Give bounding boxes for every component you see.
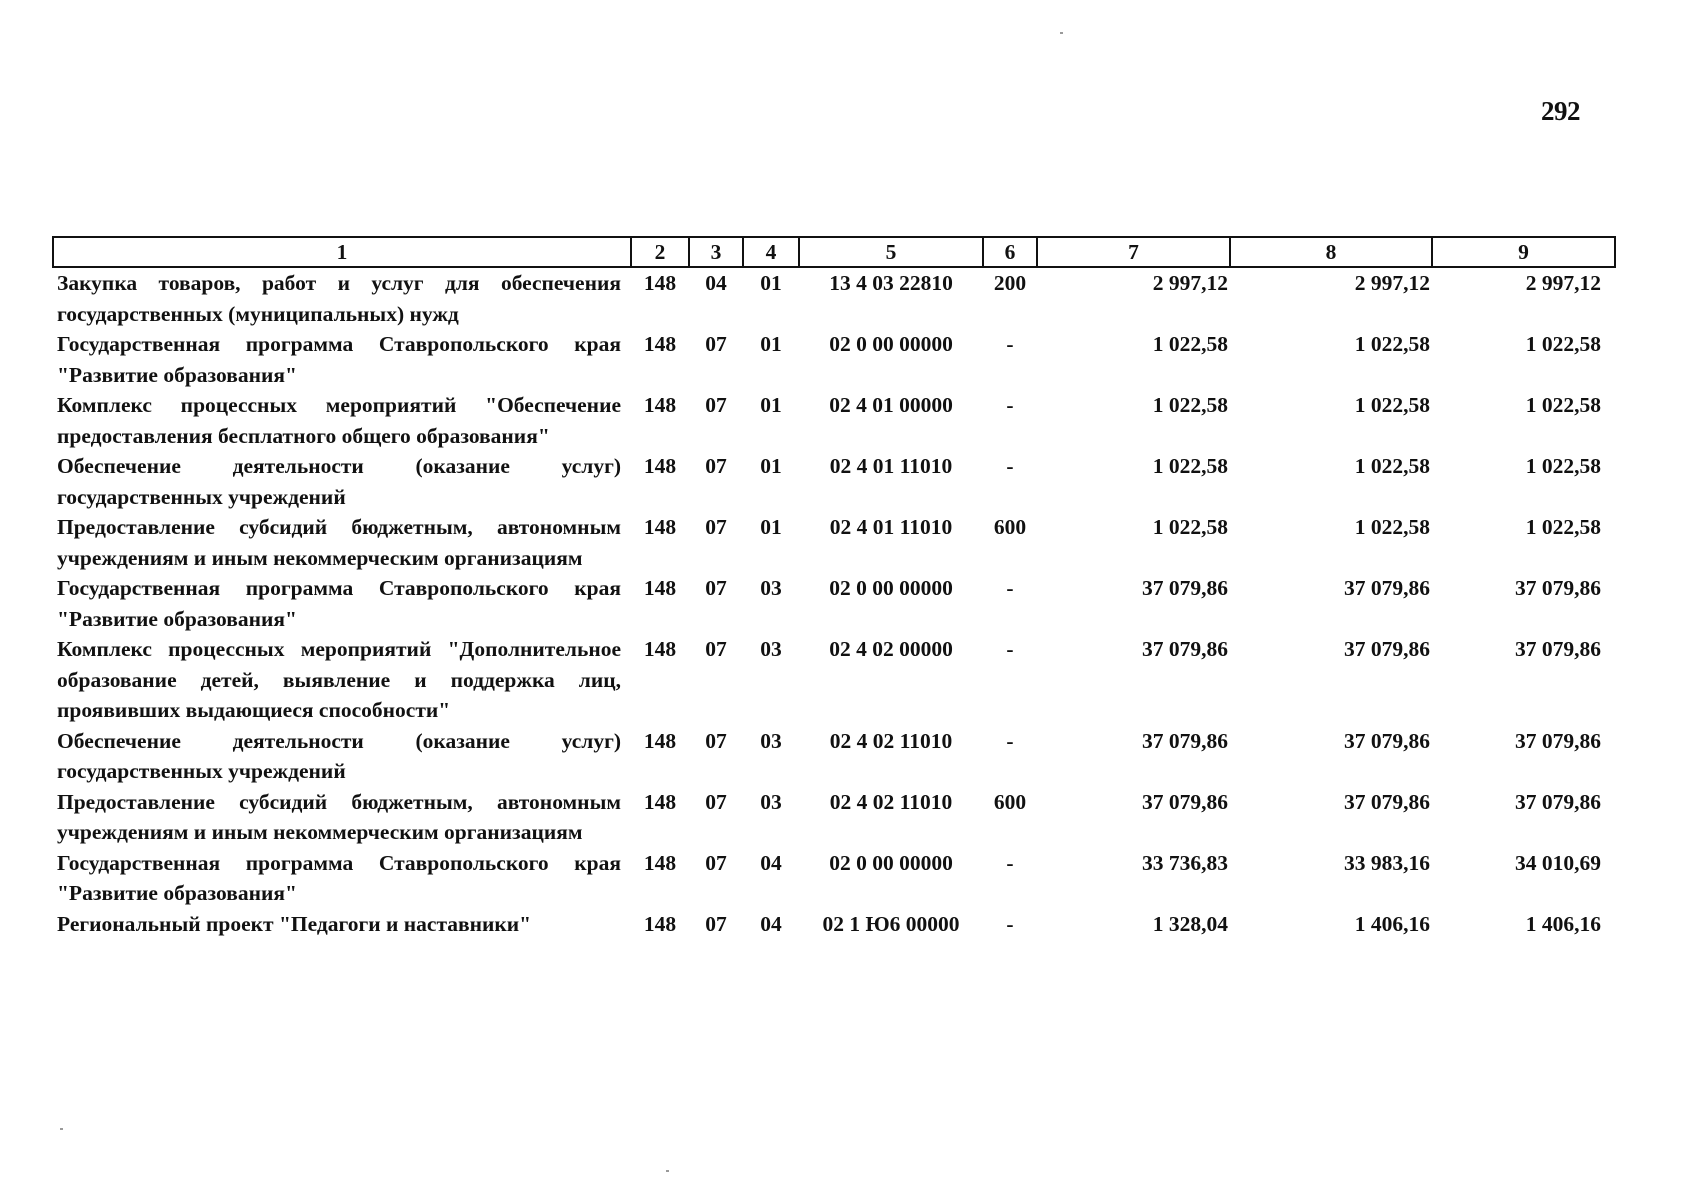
page-number: 292 [1541, 96, 1580, 126]
row-col-5: 02 0 00 00000 [829, 576, 953, 600]
row-col-3: 07 [705, 911, 727, 936]
row-name: Комплекс процессных мероприятий "Обеспечение предоставления бесплатного общего образования" [57, 393, 621, 448]
row-col-2: 148 [643, 911, 677, 936]
row-col-6: - [1006, 911, 1014, 936]
row-col-7: 1 022,58 [1152, 454, 1228, 478]
row-col-6: 600 [993, 789, 1027, 814]
table-row [53, 451, 1615, 512]
row-col-2: 148 [643, 393, 677, 417]
header-col-6: 6 [983, 237, 1037, 267]
row-col-6: - [1006, 454, 1014, 478]
row-col-3: 07 [705, 454, 727, 478]
table-row [53, 390, 1615, 451]
row-col-8: 37 079,86 [1344, 637, 1430, 661]
row-col-7: 37 079,86 [1142, 728, 1228, 753]
row-col-9: 1 406,16 [1525, 911, 1601, 936]
row-col-8: 37 079,86 [1344, 728, 1430, 753]
row-col-5: 02 4 02 11010 [829, 789, 953, 814]
row-col-2: 148 [643, 850, 677, 875]
row-col-4: 01 [760, 515, 782, 539]
table-row [53, 512, 1615, 573]
row-col-3: 07 [705, 393, 727, 417]
row-col-5: 02 4 01 00000 [829, 393, 953, 417]
row-name: Государственная программа Ставропольского края "Развитие образования" [57, 850, 621, 905]
table-row [53, 848, 1615, 909]
row-col-9: 37 079,86 [1515, 789, 1601, 814]
row-col-9: 1 022,58 [1525, 515, 1601, 539]
row-name: Государственная программа Ставропольского края "Развитие образования" [57, 576, 621, 631]
header-col-8: 8 [1230, 237, 1432, 267]
row-col-6: - [1006, 393, 1014, 417]
row-name: Региональный проект "Педагоги и наставники" [57, 911, 532, 936]
row-name: Предоставление субсидий бюджетным, автономным учреждениям и иным некоммерческим организациям [57, 789, 621, 844]
row-col-7: 1 022,58 [1152, 515, 1228, 539]
row-col-5: 13 4 03 22810 [829, 271, 953, 295]
row-col-6: - [1006, 728, 1014, 753]
table-row [53, 634, 1615, 726]
row-name: Государственная программа Ставропольского края "Развитие образования" [57, 332, 621, 387]
row-col-2: 148 [643, 332, 677, 356]
row-col-4: 03 [760, 789, 782, 814]
row-col-5: 02 4 02 11010 [829, 728, 953, 753]
row-col-8: 1 022,58 [1354, 332, 1430, 356]
row-col-8: 1 022,58 [1354, 454, 1430, 478]
row-col-4: 03 [760, 728, 782, 753]
row-col-6: 600 [993, 515, 1027, 539]
row-col-8: 1 022,58 [1354, 515, 1430, 539]
row-col-9: 1 022,58 [1525, 332, 1601, 356]
header-col-1: 1 [53, 237, 631, 267]
table-row [53, 267, 1615, 329]
row-col-5: 02 1 Ю6 00000 [822, 911, 960, 936]
row-col-6: - [1006, 332, 1014, 356]
row-name: Обеспечение деятельности (оказание услуг) государственных учреждений [57, 728, 621, 783]
row-col-4: 03 [760, 576, 782, 600]
row-col-8: 33 983,16 [1344, 850, 1430, 875]
header-col-2: 2 [631, 237, 689, 267]
row-name: Предоставление субсидий бюджетным, автономным учреждениям и иным некоммерческим организациям [57, 515, 621, 570]
row-col-9: 1 022,58 [1525, 393, 1601, 417]
row-col-9: 37 079,86 [1515, 637, 1601, 661]
row-col-2: 148 [643, 454, 677, 478]
row-col-5: 02 0 00 00000 [829, 332, 953, 356]
row-name: Комплекс процессных мероприятий "Дополнительное образование детей, выявление и поддержка лиц, проявивших выдающиеся способности" [57, 637, 621, 722]
row-col-5: 02 0 00 00000 [829, 850, 953, 875]
table-row [53, 726, 1615, 787]
row-col-3: 07 [705, 332, 727, 356]
header-col-3: 3 [689, 237, 743, 267]
row-col-3: 07 [705, 576, 727, 600]
row-col-5: 02 4 01 11010 [829, 515, 953, 539]
row-name: Обеспечение деятельности (оказание услуг) государственных учреждений [57, 454, 621, 509]
row-col-4: 01 [760, 332, 782, 356]
row-col-4: 04 [760, 911, 782, 936]
row-col-5: 02 4 01 11010 [829, 454, 953, 478]
row-col-8: 37 079,86 [1344, 576, 1430, 600]
row-col-3: 07 [705, 789, 727, 814]
row-col-8: 1 022,58 [1354, 393, 1430, 417]
row-col-4: 01 [760, 271, 782, 295]
row-col-7: 33 736,83 [1142, 850, 1228, 875]
header-col-4: 4 [743, 237, 799, 267]
row-col-8: 1 406,16 [1354, 911, 1430, 936]
row-col-4: 04 [760, 850, 782, 875]
row-col-7: 1 022,58 [1152, 332, 1228, 356]
row-col-9: 2 997,12 [1525, 271, 1601, 295]
row-col-9: 37 079,86 [1515, 728, 1601, 753]
table-header-row [53, 237, 1615, 267]
scan-speck [60, 1128, 63, 1130]
row-col-4: 03 [760, 637, 782, 661]
table-row [53, 573, 1615, 634]
row-col-8: 37 079,86 [1344, 789, 1430, 814]
table-row [53, 787, 1615, 848]
row-col-4: 01 [760, 393, 782, 417]
row-col-7: 37 079,86 [1142, 637, 1228, 661]
row-col-8: 2 997,12 [1354, 271, 1430, 295]
row-col-9: 37 079,86 [1515, 576, 1601, 600]
row-col-4: 01 [760, 454, 782, 478]
row-col-9: 34 010,69 [1515, 850, 1601, 875]
row-col-3: 07 [705, 728, 727, 753]
header-col-5: 5 [799, 237, 983, 267]
row-col-2: 148 [643, 637, 677, 661]
row-col-2: 148 [643, 271, 677, 295]
row-col-9: 1 022,58 [1525, 454, 1601, 478]
row-col-3: 07 [705, 515, 727, 539]
row-col-2: 148 [643, 789, 677, 814]
header-col-9: 9 [1432, 237, 1615, 267]
row-col-6: - [1006, 576, 1014, 600]
row-col-2: 148 [643, 515, 677, 539]
table-row [53, 909, 1615, 940]
row-col-6: - [1006, 637, 1014, 661]
row-col-7: 2 997,12 [1152, 271, 1228, 295]
row-col-6: - [1006, 850, 1014, 875]
row-col-7: 37 079,86 [1142, 789, 1228, 814]
row-col-7: 1 328,04 [1152, 911, 1228, 936]
row-col-3: 07 [705, 637, 727, 661]
row-col-7: 37 079,86 [1142, 576, 1228, 600]
header-col-7: 7 [1037, 237, 1230, 267]
row-col-3: 07 [705, 850, 727, 875]
budget-table [52, 236, 1616, 939]
row-col-6: 200 [993, 271, 1027, 295]
row-col-3: 04 [705, 271, 727, 295]
row-col-7: 1 022,58 [1152, 393, 1228, 417]
row-col-2: 148 [643, 576, 677, 600]
table-row [53, 329, 1615, 390]
scan-speck [666, 1170, 669, 1172]
row-name: Закупка товаров, работ и услуг для обеспечения государственных (муниципальных) нужд [57, 271, 621, 326]
row-col-5: 02 4 02 00000 [829, 637, 953, 661]
scan-speck [1060, 32, 1063, 34]
row-col-2: 148 [643, 728, 677, 753]
